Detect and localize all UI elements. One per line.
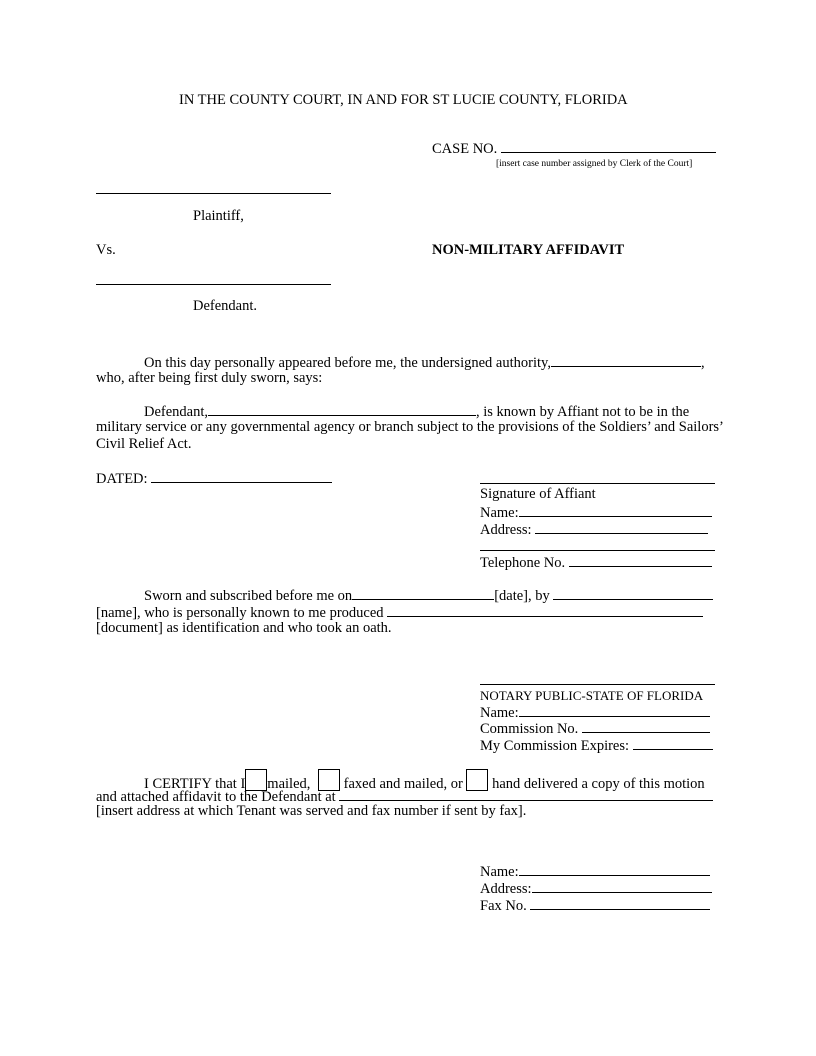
sworn-text-a: Sworn and subscribed before me on <box>144 588 353 604</box>
sender-name-label: Name: <box>480 864 519 880</box>
versus-label: Vs. <box>96 242 116 258</box>
sworn-text-b: [date], by <box>494 588 550 604</box>
notary-name-field[interactable] <box>519 703 710 717</box>
commission-field[interactable] <box>582 719 710 733</box>
notary-name-label: Name: <box>480 705 519 721</box>
notary-expires-row <box>480 736 713 755</box>
expires-field[interactable] <box>633 736 713 750</box>
affiant-name-label: Name: <box>480 505 519 521</box>
defendant-suffix: , is known by Affiant not to be in the <box>476 404 690 420</box>
sender-fax-field[interactable] <box>530 896 710 910</box>
case-number-hint: [insert case number assigned by Clerk of the Court] <box>496 159 693 169</box>
defendant-address-field[interactable] <box>339 787 713 801</box>
affiant-name-field[interactable] <box>551 353 701 367</box>
defendant-prefix: Defendant, <box>144 404 209 420</box>
expires-label: My Commission Expires: <box>480 738 630 754</box>
plaintiff-label: Plaintiff, <box>193 208 244 224</box>
sworn-date-field[interactable] <box>352 586 494 600</box>
telephone-label: Telephone No. <box>480 555 566 571</box>
mailed-label: mailed, <box>267 776 311 792</box>
sender-address-field[interactable] <box>532 879 712 893</box>
document-title: NON-MILITARY AFFIDAVIT <box>432 242 625 258</box>
signature-label: Signature of Affiant <box>480 486 596 502</box>
dated-label: DATED: <box>96 471 148 487</box>
faxed-label: faxed and mailed, or <box>343 776 463 792</box>
sworn-text-d: [document] as identification and who took an oath. <box>96 620 392 636</box>
plaintiff-name-field[interactable] <box>96 193 331 194</box>
notary-signature-field[interactable] <box>480 684 715 685</box>
appearance-text: On this day personally appeared before me, the undersigned authority, <box>144 355 551 371</box>
dated-row <box>96 469 332 488</box>
case-number-field[interactable] <box>501 139 716 153</box>
sender-fax-label: Fax No. <box>480 898 527 914</box>
court-heading: IN THE COUNTY COURT, IN AND FOR ST LUCIE COUNTY, FLORIDA <box>179 92 628 108</box>
relief-act-text: Civil Relief Act. <box>96 436 192 452</box>
dated-field[interactable] <box>151 469 332 483</box>
defendant-affidavit-field[interactable] <box>208 402 476 416</box>
appearance-line: On this day personally appeared before me, the undersigned authority, , <box>144 355 705 371</box>
telephone-field[interactable] <box>569 553 712 567</box>
sworn-document-field[interactable] <box>387 603 703 617</box>
sworn-text-c: [name], who is personally known to me produced <box>96 605 384 621</box>
commission-label: Commission No. <box>480 721 579 737</box>
sworn-statement-text: who, after being first duly sworn, says: <box>96 370 323 386</box>
affiant-address-label: Address: <box>480 522 532 538</box>
hand-delivered-label: hand delivered a copy of this motion <box>492 776 705 792</box>
certify-text-b: and attached affidavit to the Defendant at <box>96 789 336 805</box>
affiant-telephone-row <box>480 553 712 572</box>
affiant-address-field[interactable] <box>535 520 708 534</box>
defendant-name-field[interactable] <box>96 284 331 285</box>
defendant-label: Defendant. <box>193 298 258 314</box>
sender-name-field[interactable] <box>519 862 710 876</box>
notary-title: NOTARY PUBLIC-STATE OF FLORIDA <box>480 688 704 703</box>
case-number-label: CASE NO. <box>432 141 498 157</box>
affiant-signature-field[interactable] <box>480 483 715 484</box>
military-text: military service or any governmental agency or branch subject to the provisions of the Soldiers’ and Sailors’ <box>96 419 724 435</box>
certify-text-c: [insert address at which Tenant was served and fax number if sent by fax]. <box>96 803 527 819</box>
sworn-name-field[interactable] <box>553 586 713 600</box>
sender-address-label: Address: <box>480 881 532 897</box>
affiant-printed-name-field[interactable] <box>519 503 712 517</box>
affiant-address-line-2[interactable] <box>480 550 715 551</box>
certify-text-a: I CERTIFY that I <box>144 776 246 792</box>
sender-fax-row <box>480 896 710 915</box>
affiant-address-row <box>480 520 708 539</box>
